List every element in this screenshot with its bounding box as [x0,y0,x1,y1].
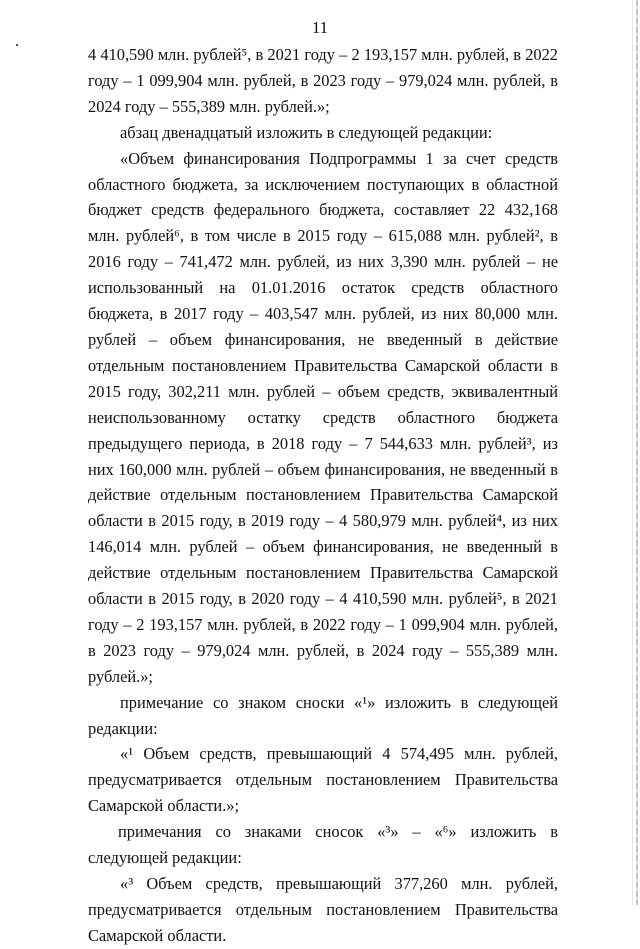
paragraph-footnote-3: «³ Объем средств, превышающий 377,260 млн. рублей, предусматривается отдельным постановлением Правительства Самарской области. [88,874,558,945]
scan-edge [636,0,638,905]
paragraph-footnote-instruction: примечание со знаком сноски «¹» изложить в следующей редакции: [88,692,558,738]
paragraph-continuation: 4 410,590 млн. рублей⁵, в 2021 году – 2 193,157 млн. рублей, в 2022 году – 1 099,904 млн. рублей, в 2023 году – 979,024 млн. рублей, в 2024 году – 555,389 млн. рублей.»; [88,45,558,116]
scan-edge-inner [632,0,633,905]
paragraph-footnotes-instruction: примечания со знаками сносок «³» – «⁶» изложить в следующей редакции: [88,822,558,868]
page-number: 11 [311,18,329,37]
paragraph-quoted-financing: «Объем финансирования Подпрограммы 1 за счет средств областного бюджета, за исключением поступающих в областной бюджет средств федерального бюджета, составляет 22 432,168 млн. рублей⁶, в том числе в 2015 году – 615,088 млн. рублей², в 2016 году – 741,472 млн. рублей, из них 3,390 млн. рублей – не использованный на 01.01.2016 остаток средств областного бюджета, в 2017 году – 403,547 млн. рублей, из них 80,000 млн. рублей – объем финансирования, не введенный в действие отдельным постановлением Правительства Самарской области в 2015 году, 302,211 млн. рублей – объем средств, эквивалентный неиспользованному остатку средств областного бюджета предыдущего периода, в 2018 году – 7 544,633 млн. рублей³, из них 160,000 млн. рублей – объем финансирования, не введенный в действие отдельным постановлением Правительства Самарской области в 2015 году, в 2019 году – 4 580,979 млн. рублей⁴, из них 146,014 млн. рублей – объем финансирования, не введенный в действие отдельным постановлением Правительства Самарской области в 2015 году, в 2020 году – 4 410,590 млн. рублей⁵, в 2021 году – 2 193,157 млн. рублей, в 2022 году – 1 099,904 млн. рублей, в 2023 году – 979,024 млн. рублей, в 2024 году – 555,389 млн. рублей.»; [88,148,558,686]
document-body [88,42,558,949]
paragraph-footnote-1: «¹ Объем средств, превышающий 4 574,495 млн. рублей, предусматривается отдельным постановлением Правительства Самарской области.»; [88,744,558,816]
paragraph-instruction: абзац двенадцатый изложить в следующей редакции: [120,122,493,142]
scan-mark [16,44,18,46]
